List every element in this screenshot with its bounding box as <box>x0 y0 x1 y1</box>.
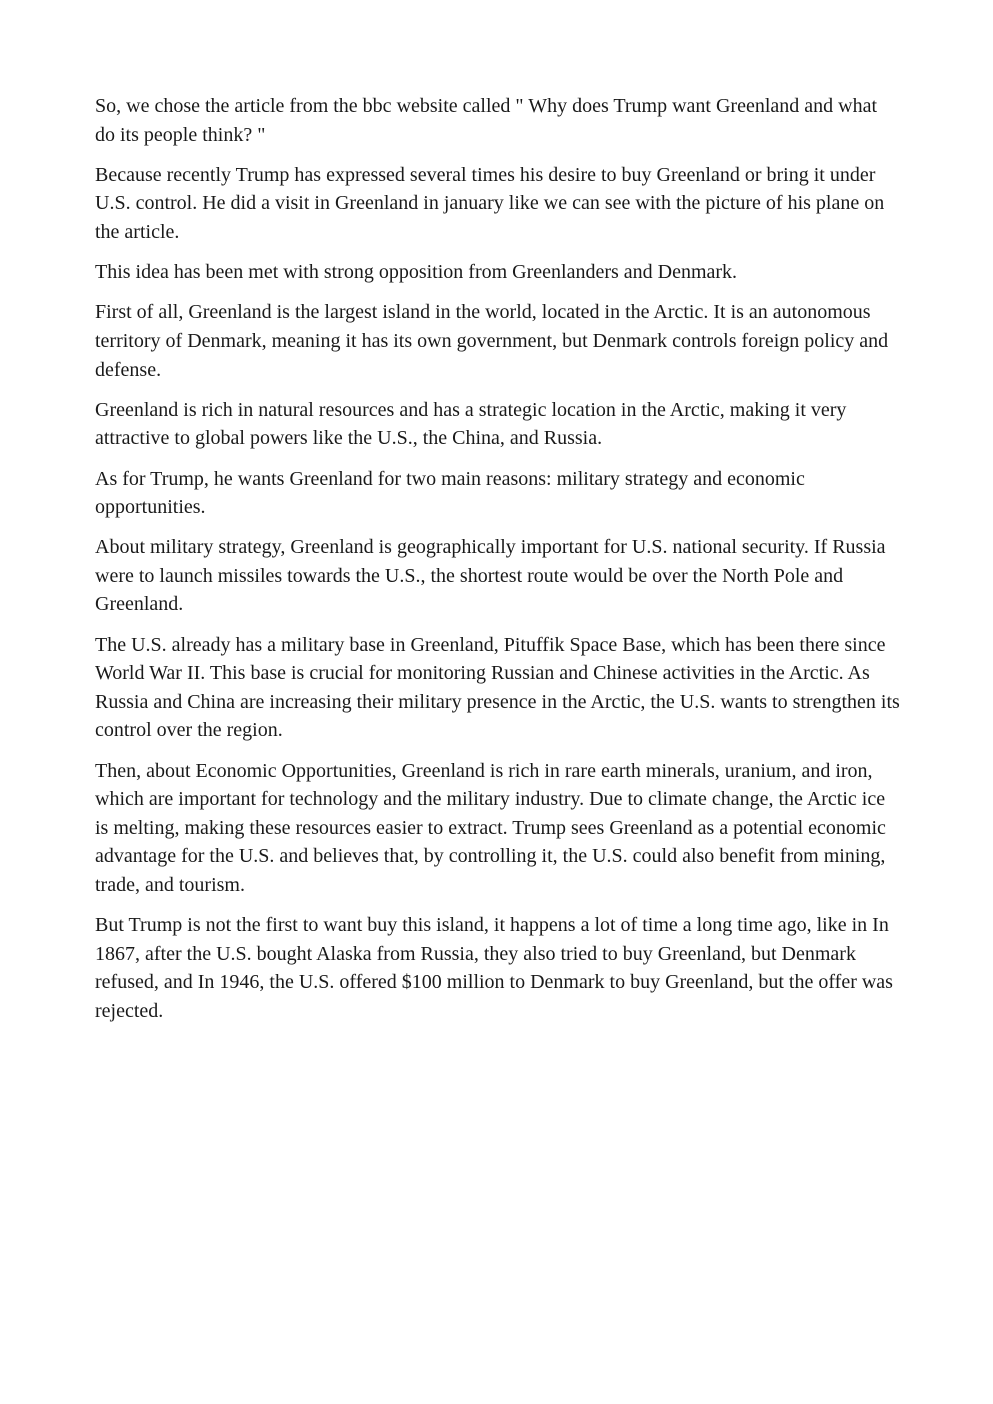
paragraph-resources: Greenland is rich in natural resources and has a strategic location in the Arctic, making it very attractive to global powers like the U.S., the China, and Russia. <box>95 398 847 450</box>
paragraph-economic-opportunities: Then, about Economic Opportunities, Greenland is rich in rare earth minerals, uranium, and iron, which are important for technology and the military industry. Due to climate change, the Arctic ice is melting, making these resources easier to extract. Trump sees Greenland as a potential economic advantage for the U.S. and believes that, by controlling it, the U.S. could also benefit from mining, trade, and tourism. <box>95 759 886 896</box>
paragraph-intro: So, we chose the article from the bbc website called " Why does Trump want Greenland and what do its people think? " <box>95 95 878 146</box>
paragraph-history: But Trump is not the first to want buy this island, it happens a lot of time a long time ago, like in In 1867, after the U.S. bought Alaska from Russia, they also tried to buy Greenland, but Denmark refused, and In 1946, the U.S. offered $100 million to Denmark to buy Greenland, but the offer was rejected. <box>95 914 893 1022</box>
paragraph-reasons: As for Trump, he wants Greenland for two main reasons: military strategy and economic opportunities. <box>95 467 805 519</box>
document-body <box>95 92 901 1037</box>
paragraph-military-base: The U.S. already has a military base in Greenland, Pituffik Space Base, which has been there since World War II. This base is crucial for monitoring Russian and Chinese activities in the Arctic. As Russia and China are increasing their military presence in the Arctic, the U.S. wants to strengthen its control over the region. <box>95 633 900 742</box>
paragraph-trump-desire: Because recently Trump has expressed several times his desire to buy Greenland or bring it under U.S. control. He did a visit in Greenland in january like we can see with the picture of his plane on the article. <box>95 163 885 243</box>
paragraph-greenland-overview: First of all, Greenland is the largest island in the world, located in the Arctic. It is an autonomous territory of Denmark, meaning it has its own government, but Denmark controls foreign policy and defense. <box>95 301 889 381</box>
paragraph-opposition: This idea has been met with strong opposition from Greenlanders and Denmark. <box>95 261 738 284</box>
paragraph-military-strategy: About military strategy, Greenland is geographically important for U.S. national security. If Russia were to launch missiles towards the U.S., the shortest route would be over the North Pole and Greenland. <box>95 536 886 616</box>
